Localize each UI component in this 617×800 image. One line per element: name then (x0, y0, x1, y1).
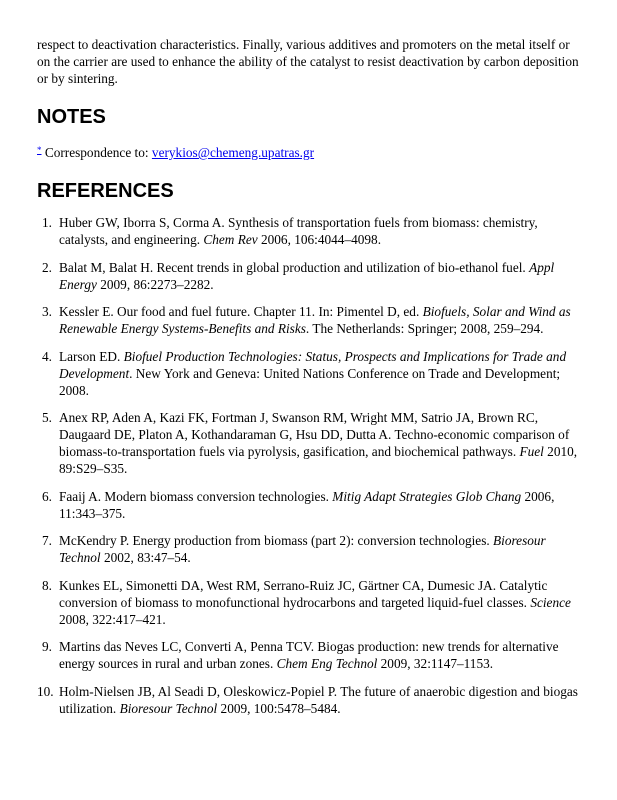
reference-text: Balat M, Balat H. Recent trends in global production and utilization of bio-ethanol fuel. (59, 259, 530, 275)
correspondence-email-link[interactable]: verykios@chemeng.upatras.gr (151, 145, 315, 160)
reference-journal: Chem Eng Technol (276, 656, 378, 671)
reference-item (37, 488, 581, 522)
reference-number: 1. (42, 215, 52, 230)
reference-text: Anex RP, Aden A, Kazi FK, Fortman J, Swanson RM, Wright MM, Satrio JA, Brown RC, Daugaard DE, Platon A, Kothandaraman G, Hsu DD, Dutta A. Techno-economic comparison of biomass-to-transportation fuels via pyrolysis, gasification, and biochemical pathways. (59, 410, 570, 459)
reference-text: McKendry P. Energy production from biomass (part 2): conversion technologies. (59, 533, 494, 548)
reference-number: 2. (42, 259, 52, 275)
reference-text: Kessler E. Our food and fuel future. Chapter 11. In: Pimentel D, ed. (59, 304, 423, 319)
reference-citation: 2006, 11:343–375. (59, 488, 555, 521)
reference-citation: 2008, 322:417–421. (59, 611, 166, 627)
reference-journal: Appl Energy (59, 259, 555, 292)
reference-item (37, 303, 581, 337)
reference-text: Huber GW, Iborra S, Corma A. Synthesis of transportation fuels from biomass: chemistry, catalysts, and engineering. (59, 215, 538, 247)
notes-heading: NOTES (37, 106, 106, 128)
correspondence-note (37, 142, 581, 161)
reference-number: 8. (42, 577, 52, 593)
reference-text: Martins das Neves LC, Converti A, Penna TCV. Biogas production: new trends for alternative energy sources in rural and urban zones. (59, 639, 559, 671)
reference-number: 10. (37, 683, 54, 699)
reference-item (37, 409, 581, 477)
reference-item (37, 348, 581, 399)
reference-citation: 2009, 100:5478–5484. (217, 700, 341, 716)
reference-number: 9. (42, 639, 52, 654)
reference-text: Holm-Nielsen JB, Al Seadi D, Oleskowicz-Popiel P. The future of anaerobic digestion and biogas utilization. (59, 683, 578, 716)
references-heading: REFERENCES (37, 180, 174, 202)
reference-journal: Bioresour Technol (119, 700, 218, 716)
reference-number: 5. (42, 410, 52, 425)
reference-number: 6. (42, 488, 52, 504)
reference-text: Larson ED. (59, 348, 124, 364)
reference-number: 4. (42, 348, 52, 364)
intro-paragraph: respect to deactivation characteristics. Finally, various additives and promoters on the metal itself or on the carrier are used to enhance the ability of the catalyst to resist deactivation by carbon deposition or by sintering. (37, 37, 579, 86)
reference-number: 7. (42, 533, 52, 548)
reference-citation: 2006, 106:4044–4098. (257, 232, 382, 247)
reference-item (37, 683, 581, 717)
references-list (37, 214, 581, 717)
reference-journal: Biofuel Production Technologies: Status, Prospects and Implications for Trade and Development (59, 348, 567, 381)
reference-journal: Fuel (519, 444, 544, 459)
reference-text: Kunkes EL, Simonetti DA, West RM, Serrano-Ruiz JC, Gärtner CA, Dumesic JA. Catalytic conversion of biomass to monofunctional hydrocarbons and targeted liquid-fuel classes. (59, 577, 548, 610)
reference-journal: Science (530, 594, 571, 610)
reference-journal: Bioresour Technol (59, 533, 546, 565)
reference-number: 3. (42, 304, 52, 319)
correspondence-label: Correspondence to: (44, 145, 152, 160)
reference-citation: . New York and Geneva: United Nations Conference on Trade and Development; 2008. (59, 365, 561, 398)
reference-citation: 2009, 86:2273–2282. (96, 276, 214, 292)
reference-citation: 2009, 32:1147–1153. (377, 656, 494, 671)
footnote-marker-link[interactable]: * (37, 145, 42, 155)
reference-journal: Mitig Adapt Strategies Glob Chang (332, 488, 522, 504)
reference-text: Faaij A. Modern biomass conversion technologies. (59, 488, 333, 504)
reference-citation: 2002, 83:47–54. (100, 550, 191, 565)
reference-item (37, 577, 581, 628)
reference-citation: 2010, 89:S29–S35. (59, 444, 578, 476)
reference-journal: Biofuels, Solar and Wind as Renewable Energy Systems-Benefits and Risks (59, 304, 571, 336)
reference-citation: . The Netherlands: Springer; 2008, 259–294. (305, 321, 544, 336)
reference-journal: Chem Rev (203, 232, 258, 247)
reference-item (37, 214, 581, 248)
reference-item (37, 259, 581, 293)
reference-item (37, 532, 581, 566)
reference-item (37, 638, 581, 672)
